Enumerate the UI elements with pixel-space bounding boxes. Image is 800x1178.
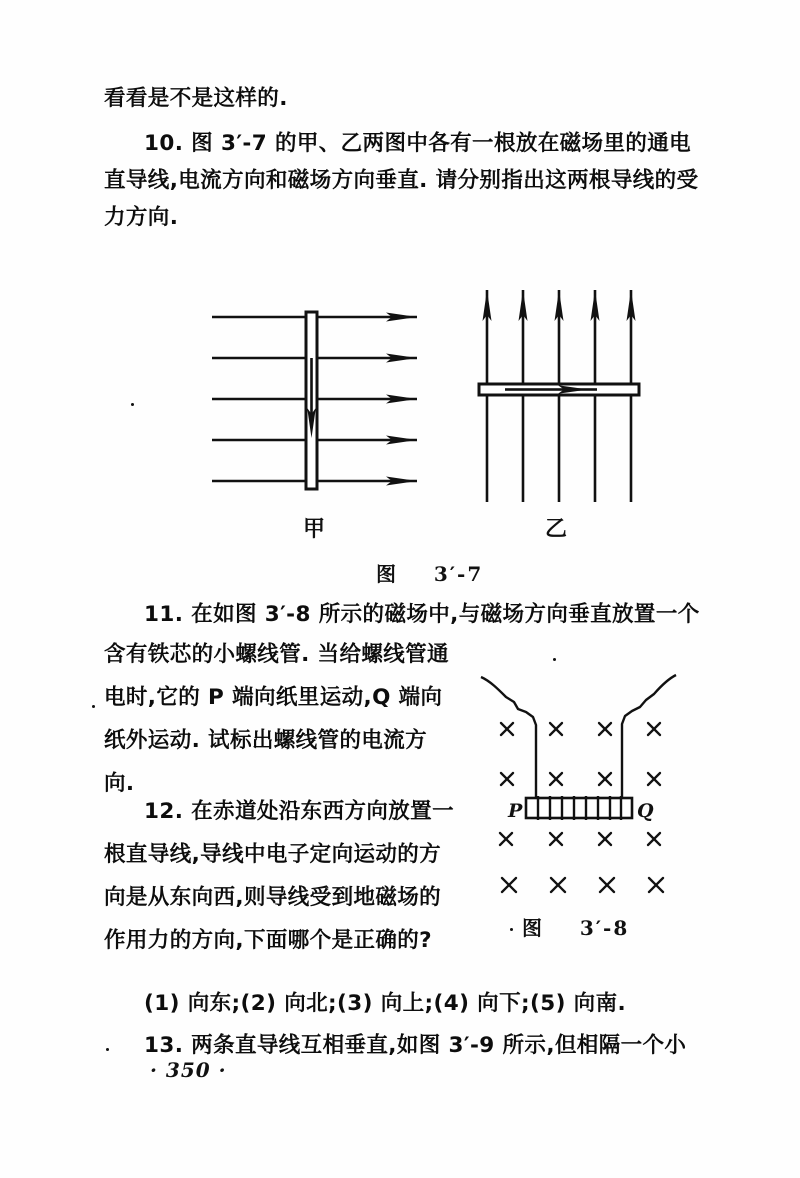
paragraph-question-12-options: (1) 向东;(2) 向北;(3) 向上;(4) 向下;(5) 向南.	[144, 991, 627, 1016]
ink-speck-caption	[510, 928, 513, 931]
paragraph-question-12: 12. 在赤道处沿东西方向放置一根直导线,导线中电子定向运动的方向是从东向西,则导线受到地磁场的作用力的方向,下面哪个是正确的?	[104, 799, 454, 953]
margin-speck-mid	[92, 705, 95, 708]
solenoid-terminal-p: P	[508, 800, 523, 822]
paragraph-continuation: 看看是不是这样的.	[104, 86, 288, 111]
solenoid-terminal-q: Q	[637, 800, 654, 822]
figure-3-7-caption: 图 3′-7	[376, 562, 484, 586]
paragraph-question-11-lead: 11. 在如图 3′-8 所示的磁场中,与磁场方向垂直放置一个	[144, 602, 700, 627]
figure-3-7-panel-jia	[212, 312, 417, 489]
solenoid	[526, 796, 632, 820]
page-number: · 350 ·	[150, 1058, 227, 1082]
margin-speck	[106, 1048, 109, 1051]
figure-3-8-caption: 图 3′-8	[522, 916, 630, 940]
paragraph-question-11-body: 含有铁芯的小螺线管. 当给螺线管通电时,它的 P 端向纸里运动,Q 端向纸外运动. 试标出螺线管的电流方向.	[104, 642, 449, 796]
figure-3-7-panel-yi	[479, 290, 639, 502]
figure-3-8	[480, 645, 695, 910]
margin-speck-upper	[131, 403, 134, 406]
paragraph-question-10: 10. 图 3′-7 的甲、乙两图中各有一根放在磁场里的通电直导线,电流方向和磁场方向垂直. 请分别指出这两根导线的受力方向.	[104, 131, 699, 230]
lead-wires	[481, 675, 676, 805]
paragraph-question-13: 13. 两条直导线互相垂直,如图 3′-9 所示,但相隔一个小	[144, 1033, 687, 1058]
figure-3-7-label-jia: 甲	[303, 517, 326, 542]
figure-3-7	[180, 262, 660, 582]
figure-3-7-label-yi: 乙	[545, 517, 568, 542]
